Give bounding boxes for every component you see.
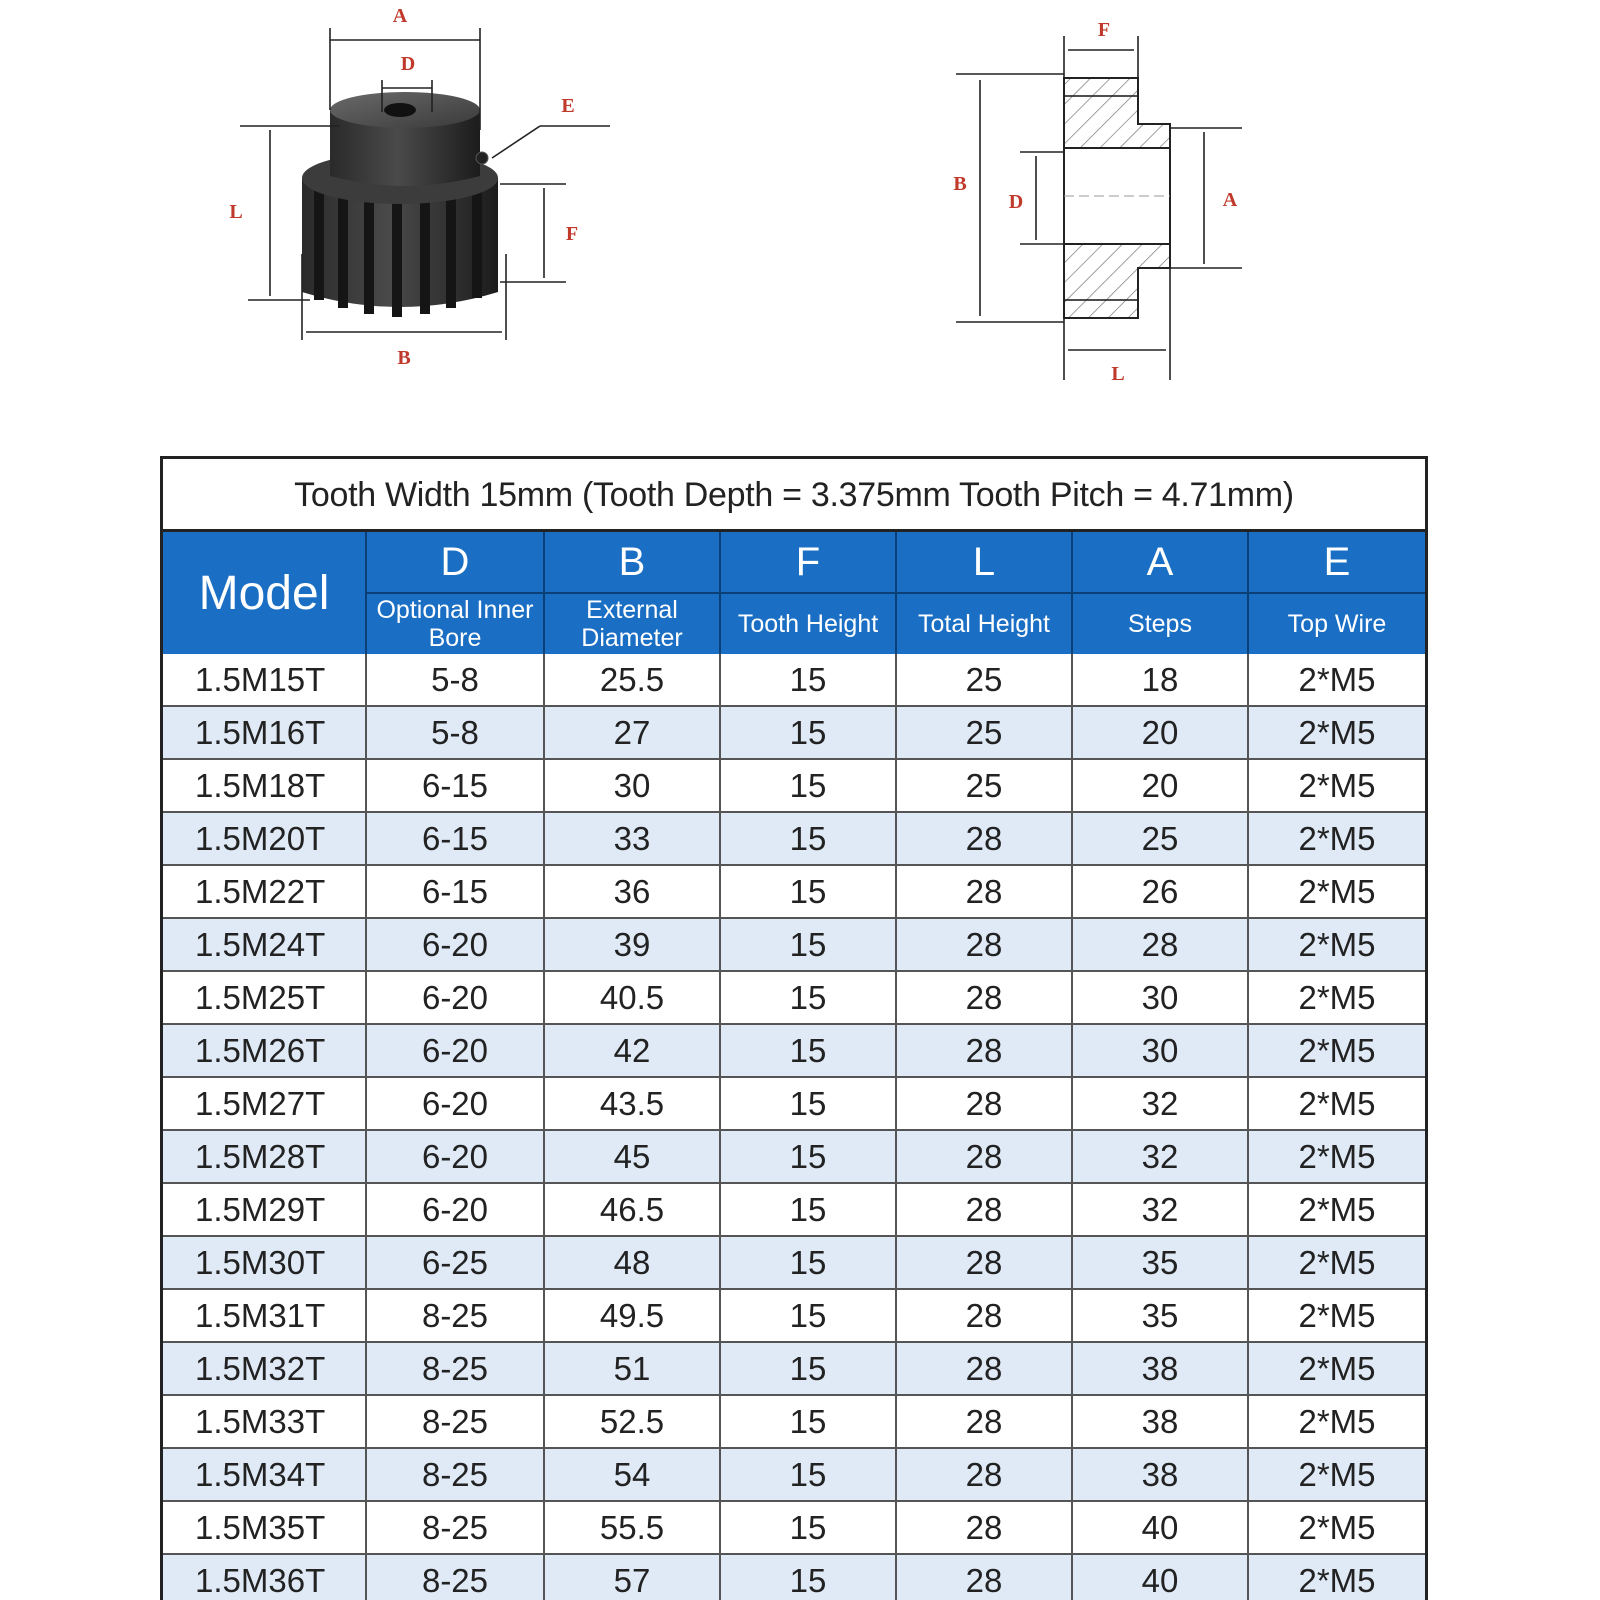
cell-total-height: 28 (896, 1395, 1072, 1448)
cell-total-height: 28 (896, 1024, 1072, 1077)
cell-total-height: 28 (896, 1501, 1072, 1554)
cell-bore: 8-25 (366, 1501, 544, 1554)
cell-total-height: 28 (896, 1130, 1072, 1183)
cell-bore: 6-20 (366, 1130, 544, 1183)
cell-top-wire: 2*M5 (1248, 865, 1425, 918)
gear-photo-diagram (0, 0, 800, 420)
cell-total-height: 28 (896, 1342, 1072, 1395)
table-row (163, 706, 1425, 759)
cell-model: 1.5M29T (163, 1183, 366, 1236)
table-row (163, 1077, 1425, 1130)
cell-external-diameter: 30 (544, 759, 720, 812)
table-row (163, 1024, 1425, 1077)
cell-external-diameter: 43.5 (544, 1077, 720, 1130)
cell-total-height: 28 (896, 1448, 1072, 1501)
cell-bore: 6-20 (366, 918, 544, 971)
table-row (163, 1342, 1425, 1395)
cell-top-wire: 2*M5 (1248, 1501, 1425, 1554)
cell-external-diameter: 25.5 (544, 654, 720, 706)
cell-external-diameter: 36 (544, 865, 720, 918)
table-row (163, 1289, 1425, 1342)
spec-table-grid (163, 532, 1425, 1600)
cell-tooth-height: 15 (720, 759, 896, 812)
cell-top-wire: 2*M5 (1248, 1554, 1425, 1600)
cell-total-height: 25 (896, 654, 1072, 706)
cell-external-diameter: 46.5 (544, 1183, 720, 1236)
cell-model: 1.5M20T (163, 812, 366, 865)
cell-bore: 8-25 (366, 1342, 544, 1395)
cell-bore: 6-20 (366, 1077, 544, 1130)
cell-model: 1.5M34T (163, 1448, 366, 1501)
table-row (163, 654, 1425, 706)
cell-tooth-height: 15 (720, 1077, 896, 1130)
table-row (163, 971, 1425, 1024)
cell-tooth-height: 15 (720, 1448, 896, 1501)
cell-bore: 6-15 (366, 865, 544, 918)
section-label-d: D (1008, 191, 1024, 213)
cell-total-height: 28 (896, 865, 1072, 918)
cell-tooth-height: 15 (720, 865, 896, 918)
table-caption: Tooth Width 15mm (Tooth Depth = 3.375mm Tooth Pitch = 4.71mm) (163, 459, 1425, 532)
cell-steps: 25 (1072, 812, 1248, 865)
col-a-letter: A (1072, 532, 1248, 593)
cell-external-diameter: 49.5 (544, 1289, 720, 1342)
cell-bore: 6-20 (366, 1024, 544, 1077)
cell-steps: 40 (1072, 1554, 1248, 1600)
cell-steps: 26 (1072, 865, 1248, 918)
cell-steps: 38 (1072, 1448, 1248, 1501)
label-f: F (565, 223, 579, 245)
cell-external-diameter: 40.5 (544, 971, 720, 1024)
cell-model: 1.5M30T (163, 1236, 366, 1289)
cell-total-height: 28 (896, 918, 1072, 971)
cell-external-diameter: 42 (544, 1024, 720, 1077)
table-row (163, 1554, 1425, 1600)
cell-model: 1.5M36T (163, 1554, 366, 1600)
cell-bore: 6-15 (366, 759, 544, 812)
col-d-label: Optional Inner Bore (366, 593, 544, 654)
cell-total-height: 28 (896, 1183, 1072, 1236)
cell-total-height: 25 (896, 759, 1072, 812)
cell-external-diameter: 45 (544, 1130, 720, 1183)
cell-bore: 8-25 (366, 1395, 544, 1448)
cell-model: 1.5M25T (163, 971, 366, 1024)
cell-top-wire: 2*M5 (1248, 1289, 1425, 1342)
cell-steps: 20 (1072, 706, 1248, 759)
cell-steps: 20 (1072, 759, 1248, 812)
cell-tooth-height: 15 (720, 1024, 896, 1077)
table-row (163, 1395, 1425, 1448)
section-drawing (1064, 78, 1170, 318)
col-l-label: Total Height (896, 593, 1072, 654)
cell-model: 1.5M33T (163, 1395, 366, 1448)
cell-total-height: 28 (896, 1554, 1072, 1600)
cell-top-wire: 2*M5 (1248, 1130, 1425, 1183)
cell-model: 1.5M22T (163, 865, 366, 918)
cell-steps: 32 (1072, 1183, 1248, 1236)
cell-tooth-height: 15 (720, 1395, 896, 1448)
table-row (163, 1236, 1425, 1289)
cell-bore: 5-8 (366, 706, 544, 759)
cell-steps: 35 (1072, 1236, 1248, 1289)
cell-tooth-height: 15 (720, 706, 896, 759)
cell-steps: 35 (1072, 1289, 1248, 1342)
cell-bore: 8-25 (366, 1289, 544, 1342)
section-label-f: F (1097, 19, 1111, 41)
cell-total-height: 28 (896, 1236, 1072, 1289)
model-header: Model (163, 532, 366, 654)
cell-top-wire: 2*M5 (1248, 812, 1425, 865)
cell-top-wire: 2*M5 (1248, 1342, 1425, 1395)
cell-external-diameter: 52.5 (544, 1395, 720, 1448)
cell-tooth-height: 15 (720, 1289, 896, 1342)
cell-steps: 30 (1072, 1024, 1248, 1077)
table-row (163, 759, 1425, 812)
section-label-a: A (1222, 189, 1238, 211)
col-b-label: External Diameter (544, 593, 720, 654)
cell-tooth-height: 15 (720, 812, 896, 865)
cell-top-wire: 2*M5 (1248, 918, 1425, 971)
cell-bore: 6-15 (366, 812, 544, 865)
cell-steps: 30 (1072, 971, 1248, 1024)
cell-model: 1.5M31T (163, 1289, 366, 1342)
cell-bore: 8-25 (366, 1554, 544, 1600)
label-l: L (229, 201, 243, 223)
cell-total-height: 28 (896, 812, 1072, 865)
cell-external-diameter: 48 (544, 1236, 720, 1289)
cell-total-height: 28 (896, 1077, 1072, 1130)
cell-external-diameter: 57 (544, 1554, 720, 1600)
cell-tooth-height: 15 (720, 971, 896, 1024)
cell-top-wire: 2*M5 (1248, 654, 1425, 706)
table-row (163, 918, 1425, 971)
section-label-b: B (953, 173, 967, 195)
cell-model: 1.5M28T (163, 1130, 366, 1183)
cell-steps: 32 (1072, 1077, 1248, 1130)
table-row (163, 1448, 1425, 1501)
spec-table (160, 456, 1428, 1600)
cell-external-diameter: 51 (544, 1342, 720, 1395)
cell-tooth-height: 15 (720, 918, 896, 971)
gear-section-diagram (800, 0, 1600, 420)
cell-tooth-height: 15 (720, 1342, 896, 1395)
col-e-label: Top Wire (1248, 593, 1425, 654)
cell-total-height: 28 (896, 971, 1072, 1024)
cell-total-height: 28 (896, 1289, 1072, 1342)
col-a-label: Steps (1072, 593, 1248, 654)
cell-top-wire: 2*M5 (1248, 1448, 1425, 1501)
cell-tooth-height: 15 (720, 1554, 896, 1600)
cell-bore: 6-20 (366, 1183, 544, 1236)
cell-external-diameter: 55.5 (544, 1501, 720, 1554)
label-e: E (561, 95, 575, 117)
cell-steps: 38 (1072, 1395, 1248, 1448)
col-d-letter: D (366, 532, 544, 593)
col-b-letter: B (544, 532, 720, 593)
cell-model: 1.5M18T (163, 759, 366, 812)
cell-model: 1.5M24T (163, 918, 366, 971)
cell-total-height: 25 (896, 706, 1072, 759)
cell-bore: 8-25 (366, 1448, 544, 1501)
cell-tooth-height: 15 (720, 1183, 896, 1236)
label-b: B (397, 347, 411, 369)
cell-external-diameter: 39 (544, 918, 720, 971)
col-e-letter: E (1248, 532, 1425, 593)
cell-model: 1.5M15T (163, 654, 366, 706)
cell-model: 1.5M35T (163, 1501, 366, 1554)
cell-steps: 18 (1072, 654, 1248, 706)
cell-external-diameter: 33 (544, 812, 720, 865)
cell-external-diameter: 27 (544, 706, 720, 759)
col-l-letter: L (896, 532, 1072, 593)
cell-steps: 40 (1072, 1501, 1248, 1554)
cell-top-wire: 2*M5 (1248, 1077, 1425, 1130)
cell-bore: 6-20 (366, 971, 544, 1024)
table-row (163, 1183, 1425, 1236)
cell-tooth-height: 15 (720, 654, 896, 706)
spec-table-body (163, 654, 1425, 1600)
col-f-label: Tooth Height (720, 593, 896, 654)
cell-tooth-height: 15 (720, 1130, 896, 1183)
cell-top-wire: 2*M5 (1248, 759, 1425, 812)
cell-model: 1.5M32T (163, 1342, 366, 1395)
cell-top-wire: 2*M5 (1248, 1236, 1425, 1289)
cell-tooth-height: 15 (720, 1501, 896, 1554)
cell-top-wire: 2*M5 (1248, 971, 1425, 1024)
section-label-l: L (1111, 363, 1125, 385)
cell-external-diameter: 54 (544, 1448, 720, 1501)
cell-bore: 6-25 (366, 1236, 544, 1289)
table-row (163, 1130, 1425, 1183)
cell-steps: 28 (1072, 918, 1248, 971)
table-row (163, 812, 1425, 865)
cell-top-wire: 2*M5 (1248, 706, 1425, 759)
cell-top-wire: 2*M5 (1248, 1024, 1425, 1077)
cell-model: 1.5M16T (163, 706, 366, 759)
label-d: D (400, 53, 416, 75)
table-row (163, 865, 1425, 918)
cell-model: 1.5M26T (163, 1024, 366, 1077)
cell-model: 1.5M27T (163, 1077, 366, 1130)
cell-tooth-height: 15 (720, 1236, 896, 1289)
table-row (163, 1501, 1425, 1554)
cell-top-wire: 2*M5 (1248, 1395, 1425, 1448)
cell-bore: 5-8 (366, 654, 544, 706)
cell-steps: 32 (1072, 1130, 1248, 1183)
col-f-letter: F (720, 532, 896, 593)
cell-top-wire: 2*M5 (1248, 1183, 1425, 1236)
label-a: A (392, 5, 408, 27)
cell-steps: 38 (1072, 1342, 1248, 1395)
